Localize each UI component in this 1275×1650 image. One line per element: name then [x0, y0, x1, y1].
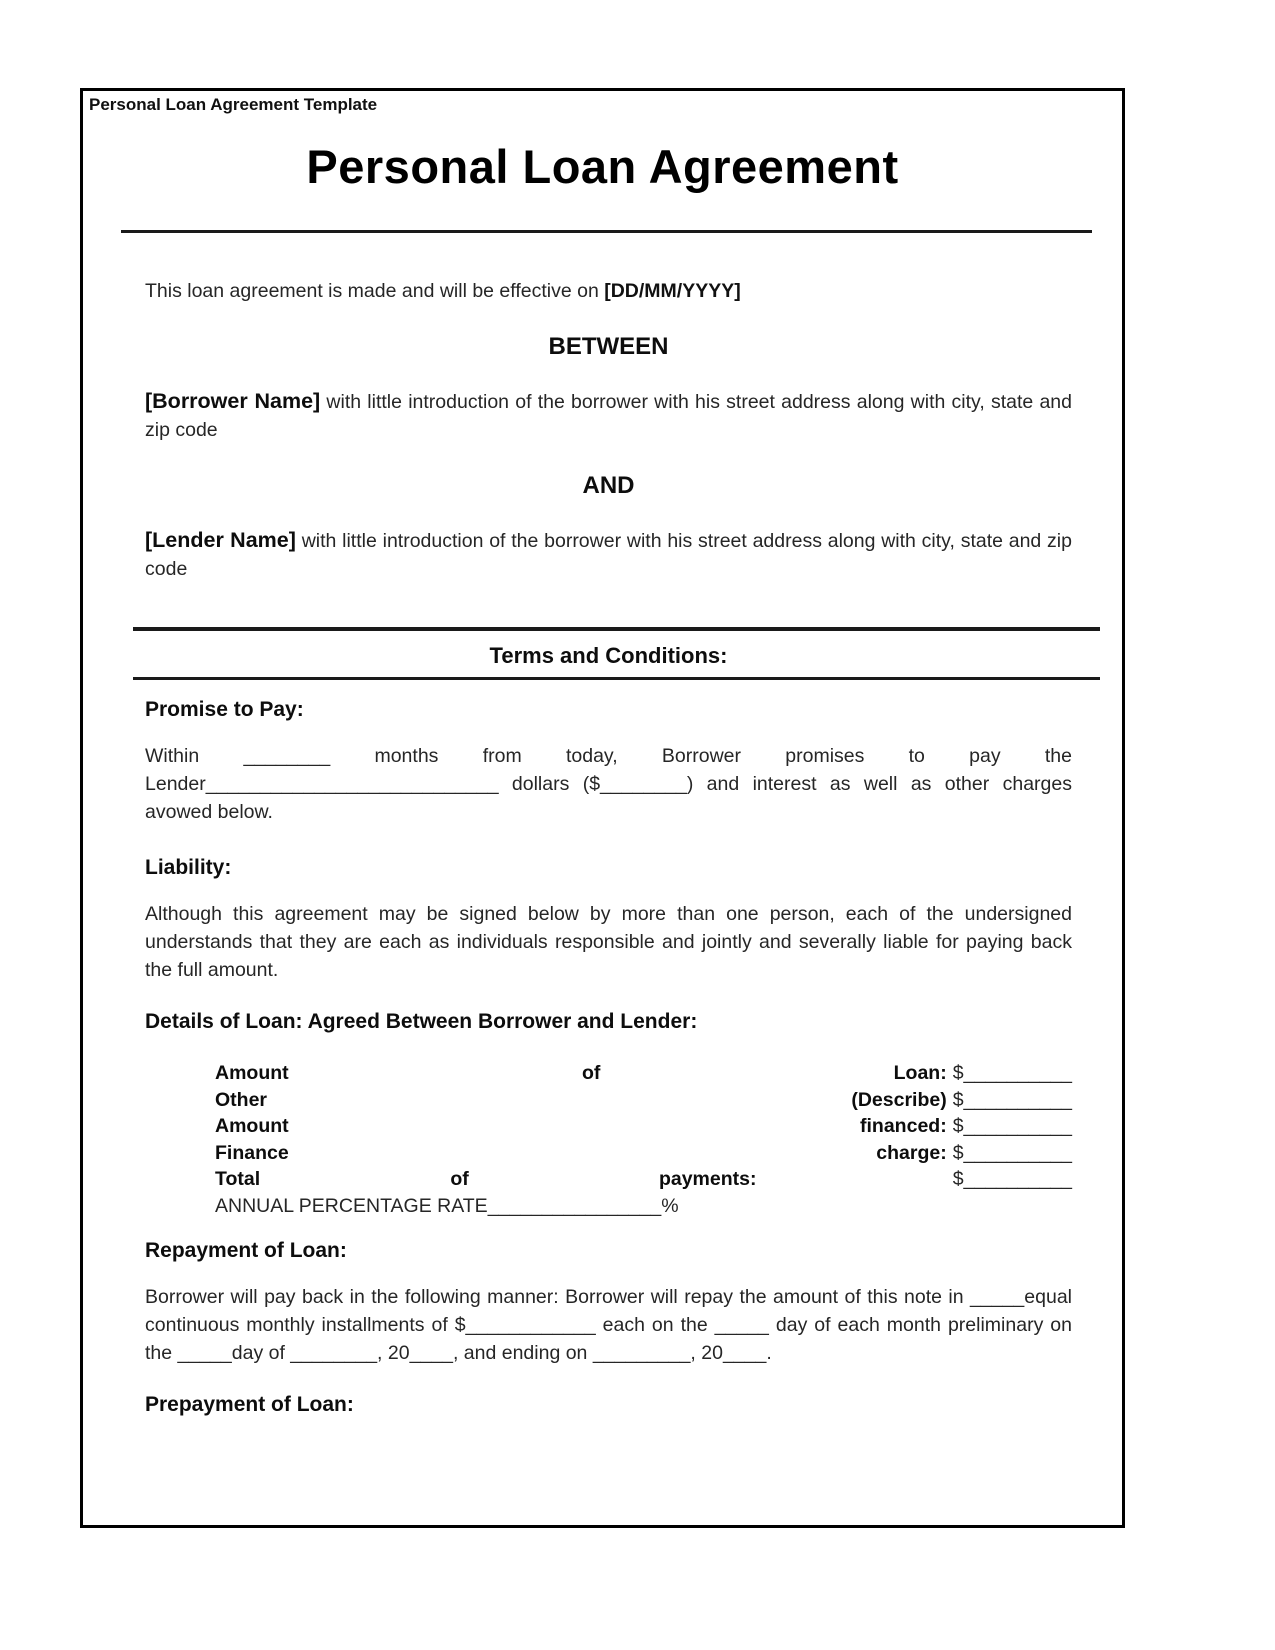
effective-date-text: This loan agreement is made and will be effective on [145, 280, 605, 302]
borrower-name-placeholder: [Borrower Name] [145, 389, 321, 413]
detail-label: Total [215, 1168, 261, 1190]
detail-label: payments: [658, 1168, 757, 1190]
lender-description: with little introduction of the borrower with his street address along with city, state and zip code [145, 530, 1072, 580]
terms-top-divider [133, 627, 1100, 631]
detail-right-group [860, 1113, 1072, 1140]
document-header-label: Personal Loan Agreement Template [89, 95, 378, 114]
detail-label: (Describe) [851, 1088, 947, 1111]
and-label: AND [582, 472, 635, 499]
liability-heading: Liability: [145, 856, 232, 879]
terms-bottom-divider [133, 677, 1100, 680]
detail-blank-value: $__________ [952, 1168, 1072, 1190]
terms-heading: Terms and Conditions: [489, 643, 728, 668]
details-of-loan-heading: Details of Loan: Agreed Between Borrower and Lender: [145, 1010, 698, 1033]
effective-date-placeholder: [DD/MM/YYYY] [604, 280, 741, 302]
effective-date-line [145, 277, 1072, 305]
detail-label: Finance [215, 1141, 289, 1164]
detail-blank-value: $__________ [952, 1141, 1072, 1164]
detail-blank-value: $__________ [952, 1088, 1072, 1111]
between-label: BETWEEN [548, 333, 669, 360]
detail-right-group [876, 1140, 1072, 1167]
detail-row-total-of-payments [215, 1166, 1072, 1193]
detail-row-annual-percentage-rate [215, 1193, 1072, 1220]
repayment-heading: Repayment of Loan: [145, 1239, 347, 1262]
promise-to-pay-heading: Promise to Pay: [145, 698, 304, 721]
detail-label: Other [215, 1088, 268, 1111]
detail-row-amount-financed [215, 1113, 1072, 1140]
loan-details-table [215, 1060, 1072, 1219]
repayment-body: Borrower will pay back in the following manner: Borrower will repay the amount of this note in _____equal continuous monthly installments of $____________ each on the _____ day of each month preliminary on the _____day of ________, 20____, and ending on _________, 20____. [145, 1286, 1072, 1364]
lender-paragraph [145, 526, 1072, 583]
page-title: Personal Loan Agreement [306, 140, 899, 193]
detail-right-group [894, 1060, 1072, 1087]
apr-blank-value: ________________% [487, 1194, 679, 1217]
borrower-paragraph [145, 387, 1072, 444]
title-divider [121, 230, 1092, 233]
document-frame [80, 88, 1125, 1528]
lender-name-placeholder: [Lender Name] [145, 528, 296, 552]
document-body [83, 277, 1122, 1417]
apr-label: ANNUAL PERCENTAGE RATE [215, 1194, 488, 1217]
promise-to-pay-body: Within ________ months from today, Borrower promises to pay the Lender___________________________ dollars ($________) and interest as well as other charges avowed below. [145, 745, 1072, 823]
detail-label: charge: [876, 1141, 947, 1164]
detail-blank-value: $__________ [952, 1062, 1072, 1084]
detail-label: Amount [215, 1115, 289, 1137]
detail-label: of [450, 1168, 469, 1190]
detail-label: Amount [215, 1062, 289, 1084]
detail-label: of [581, 1062, 601, 1084]
detail-label: Loan: [893, 1062, 947, 1084]
detail-row-other-describe [215, 1087, 1072, 1114]
detail-blank-value: $__________ [952, 1115, 1072, 1137]
detail-right-group [851, 1087, 1072, 1114]
prepayment-heading: Prepayment of Loan: [145, 1393, 354, 1416]
borrower-description: with little introduction of the borrower with his street address along with city, state and zip code [145, 391, 1072, 441]
detail-row-amount-of-loan [215, 1060, 1072, 1087]
detail-label: financed: [860, 1115, 947, 1137]
liability-body: Although this agreement may be signed below by more than one person, each of the undersigned understands that they are each as individuals responsible and jointly and severally liable for paying back the full amount. [145, 903, 1072, 981]
detail-row-finance-charge [215, 1140, 1072, 1167]
